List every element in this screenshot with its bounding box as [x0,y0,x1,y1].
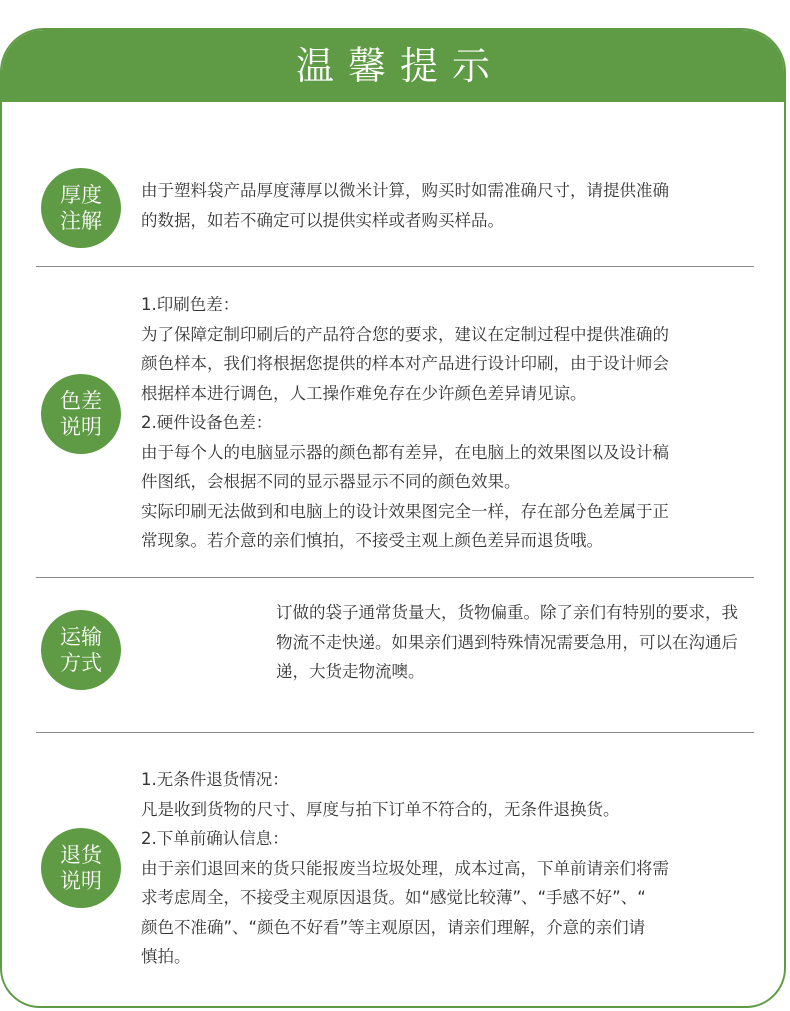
text-line: 件图纸，会根据不同的显示器显示不同的颜色效果。 [141,472,521,491]
badge-line: 运输 [60,625,102,649]
text-line: 实际印刷无法做到和电脑上的设计效果图完全一样，存在部分色差属于正 [141,501,669,521]
section-color-text [141,290,669,556]
text-line: 求考虑周全，不接受主观原因退货。如“感觉比较薄”、“手感不好”、“ [141,888,646,907]
text-line: 常现象。若介意的亲们慎拍，不接受主观上颜色差异而退货哦。 [141,531,603,550]
section-shipping-text [276,598,738,687]
text-line: 1.印刷色差： [141,295,240,314]
text-line: 1.无条件退货情况： [141,770,289,789]
text-line: 的数据，如若不确定可以提供实样或者购买样品。 [141,210,504,230]
text-line: 凡是收到货物的尺寸、厚度与拍下订单不符合的，无条件退换货。 [141,799,620,819]
text-line: 由于每个人的电脑显示器的颜色都有差异，在电脑上的效果图以及设计稿 [141,442,669,462]
text-line: 颜色样本，我们将根据您提供的样本对产品进行设计印刷，由于设计师会 [141,354,669,373]
header-bar [2,30,784,102]
divider [36,732,754,733]
text-line: 由于塑料袋产品厚度薄厚以微米计算，购买时如需准确尺寸，请提供准确 [141,181,669,200]
badge-color-difference [41,374,121,454]
text-line: 2.硬件设备色差： [141,413,273,432]
badge-line: 方式 [60,651,102,675]
notice-card [0,28,786,1008]
divider [36,266,754,267]
badge-return-policy [41,828,121,908]
section-return-text [141,765,669,972]
text-line: 慎拍。 [141,947,191,966]
badge-line: 说明 [60,415,102,439]
text-line: 颜色不准确”、“颜色不好看”等主观原因，请亲们理解，介意的亲们请 [141,917,646,937]
text-line: 由于亲们退回来的货只能报废当垃圾处理，成本过高，下单前请亲们将需 [141,858,669,878]
badge-line: 说明 [60,869,102,893]
text-line: 根据样本进行调色，人工操作难免存在少许颜色差异请见谅。 [141,383,587,403]
divider [36,577,754,578]
text-line: 物流不走快递。如果亲们遇到特殊情况需要急用，可以在沟通后 [276,632,738,652]
section-thickness-text [141,176,669,235]
text-line: 订做的袋子通常货量大，货物偏重。除了亲们有特别的要求，我 [276,603,738,622]
text-line: 2.下单前确认信息： [141,829,289,848]
text-line: 为了保障定制印刷后的产品符合您的要求，建议在定制过程中提供准确的 [141,324,669,344]
badge-line: 厚度 [60,183,102,207]
badge-shipping-method [41,610,121,690]
badge-thickness-note [41,168,121,248]
text-line: 递，大货走物流噢。 [276,662,425,681]
badge-line: 退货 [60,843,102,867]
badge-line: 注解 [60,209,102,233]
page-title: 温馨提示 [295,44,504,88]
badge-line: 色差 [60,389,102,413]
